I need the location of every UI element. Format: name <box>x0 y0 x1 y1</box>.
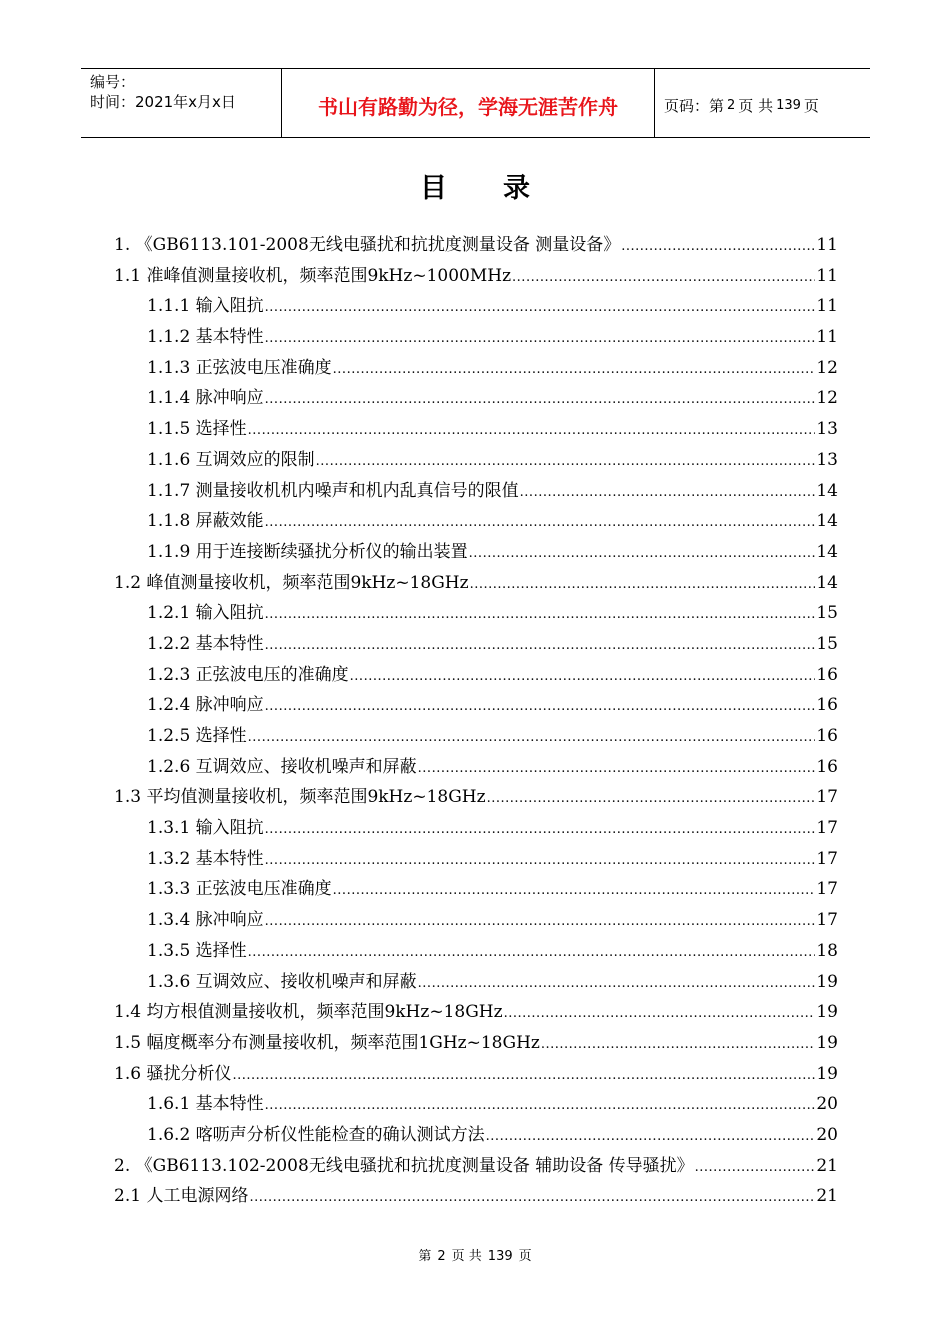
toc-entry-page: 21 <box>816 1186 838 1207</box>
toc-entry[interactable] <box>114 997 838 1028</box>
toc-entry-label: 2. 《GB6113.102-2008无线电骚扰和抗扰度测量设备 辅助设备 传导骚扰》 <box>114 1155 694 1176</box>
toc-entry-page: 13 <box>816 419 838 440</box>
toc-leader-dots <box>265 692 816 723</box>
page-mid: 页 共 <box>738 96 774 115</box>
toc-entry[interactable] <box>114 568 838 599</box>
toc-entry-label: 2.1 人工电源网络 <box>114 1186 249 1207</box>
toc-leader-dots <box>333 876 816 907</box>
toc-leader-dots <box>470 570 816 601</box>
toc-entry[interactable] <box>114 813 838 844</box>
toc-leader-dots <box>232 1061 815 1092</box>
toc-leader-dots <box>249 1183 815 1214</box>
toc-entry-page: 11 <box>816 327 838 348</box>
toc-entry-label: 1.2.6 互调效应、接收机噪声和屏蔽 <box>147 756 417 777</box>
toc-leader-dots <box>486 1122 816 1153</box>
toc-entry-page: 17 <box>816 818 838 839</box>
toc-entry-label: 1.5 幅度概率分布测量接收机，频率范围1GHz~18GHz <box>114 1032 540 1053</box>
toc-entry-page: 18 <box>816 940 838 961</box>
toc-entry-page: 19 <box>816 1063 838 1084</box>
toc-entry-page: 16 <box>816 695 838 716</box>
toc-entry[interactable] <box>114 721 838 752</box>
toc-entry[interactable] <box>114 629 838 660</box>
title-char-2: 录 <box>503 173 530 204</box>
header-info-cell <box>81 69 282 137</box>
toc-entry[interactable] <box>114 660 838 691</box>
footer-current: 2 <box>437 1249 446 1264</box>
toc-leader-dots <box>265 508 816 539</box>
toc-leader-dots <box>265 1091 816 1122</box>
toc-leader-dots <box>248 938 816 969</box>
toc-entry[interactable] <box>114 1120 838 1151</box>
toc-entry-page: 15 <box>816 633 838 654</box>
toc-entry[interactable] <box>114 476 838 507</box>
toc-entry-label: 1.2.3 正弦波电压的准确度 <box>147 664 349 685</box>
toc-entry-page: 14 <box>816 541 838 562</box>
toc-entry-page: 16 <box>816 664 838 685</box>
toc-leader-dots <box>418 754 816 785</box>
toc-entry[interactable] <box>114 506 838 537</box>
footer-suffix: 页 <box>518 1249 532 1264</box>
toc-entry[interactable] <box>114 844 838 875</box>
toc-entry-page: 12 <box>816 388 838 409</box>
toc-leader-dots <box>265 385 816 416</box>
toc-entry-label: 1.1.6 互调效应的限制 <box>147 449 315 470</box>
toc-entry-page: 17 <box>816 848 838 869</box>
toc-leader-dots <box>265 324 816 355</box>
toc-leader-dots <box>504 999 816 1030</box>
toc-entry-label: 1.2 峰值测量接收机，频率范围9kHz~18GHz <box>114 572 469 593</box>
footer-total: 139 <box>487 1249 513 1264</box>
toc-entry-label: 1.1.2 基本特性 <box>147 327 264 348</box>
toc-entry-page: 19 <box>816 1002 838 1023</box>
page-suffix: 页 <box>803 96 819 115</box>
toc-entry-page: 11 <box>816 265 838 286</box>
toc-entry-label: 1.1.3 正弦波电压准确度 <box>147 357 332 378</box>
toc-entry-label: 1.3.2 基本特性 <box>147 848 264 869</box>
toc-entry[interactable] <box>114 445 838 476</box>
toc-entry-label: 1.3.6 互调效应、接收机噪声和屏蔽 <box>147 971 417 992</box>
toc-entry[interactable] <box>114 690 838 721</box>
toc-leader-dots <box>469 539 816 570</box>
toc-entry-label: 1.3.3 正弦波电压准确度 <box>147 879 332 900</box>
toc-entry[interactable] <box>114 1181 838 1212</box>
toc-leader-dots <box>316 447 816 478</box>
toc-entry[interactable] <box>114 1089 838 1120</box>
toc-leader-dots <box>520 478 816 509</box>
toc-entry[interactable] <box>114 230 838 261</box>
page-header <box>81 68 870 138</box>
toc-leader-dots <box>265 846 816 877</box>
date-label: 时间：2021年x月x日 <box>90 93 236 111</box>
toc-entry[interactable] <box>114 598 838 629</box>
toc-entry[interactable] <box>114 782 838 813</box>
toc-entry[interactable] <box>114 1028 838 1059</box>
toc-entry-page: 17 <box>816 787 838 808</box>
footer-prefix: 第 <box>418 1249 432 1264</box>
header-motto: 书山有路勤为径，学海无涯苦作舟 <box>282 69 655 137</box>
toc-entry-page: 19 <box>816 1032 838 1053</box>
toc-entry-label: 1.1.5 选择性 <box>147 419 247 440</box>
toc-entry-label: 1.6 骚扰分析仪 <box>114 1063 232 1084</box>
toc-entry[interactable] <box>114 261 838 292</box>
toc-entry-label: 1.1.4 脉冲响应 <box>147 388 264 409</box>
page-title <box>0 166 950 205</box>
toc-entry-label: 1. 《GB6113.101-2008无线电骚扰和抗扰度测量设备 测量设备》 <box>114 235 621 255</box>
toc-entry-page: 20 <box>816 1124 838 1145</box>
page-total: 139 <box>776 97 801 113</box>
toc-leader-dots <box>265 815 816 846</box>
footer-mid: 页 共 <box>451 1249 482 1264</box>
toc-entry-label: 1.1.7 测量接收机机内噪声和机内乱真信号的限值 <box>147 480 519 501</box>
toc-entry-label: 1.3.4 脉冲响应 <box>147 910 264 931</box>
toc-entry-label: 1.1.8 屏蔽效能 <box>147 511 264 532</box>
toc-entry-page: 12 <box>816 357 838 378</box>
toc-leader-dots <box>418 969 816 1000</box>
toc-entry-label: 1.1.1 输入阻抗 <box>147 296 264 317</box>
toc-entry-label: 1.3.5 选择性 <box>147 940 247 961</box>
toc-entry-label: 1.2.5 选择性 <box>147 726 247 746</box>
toc-entry-label: 1.4 均方根值测量接收机，频率范围9kHz~18GHz <box>114 1002 503 1023</box>
table-of-contents <box>114 230 838 1212</box>
toc-entry-label: 1.2.2 基本特性 <box>147 633 264 654</box>
toc-entry[interactable] <box>114 1151 838 1182</box>
toc-entry[interactable] <box>114 353 838 384</box>
toc-leader-dots <box>512 263 815 294</box>
toc-entry-page: 17 <box>816 879 838 900</box>
toc-entry-page: 21 <box>816 1155 838 1176</box>
toc-entry-page: 17 <box>816 910 838 931</box>
page-current: 2 <box>727 97 736 113</box>
toc-leader-dots <box>541 1030 816 1061</box>
page-prefix: 页码：第 <box>664 96 725 115</box>
toc-entry-label: 1.2.1 输入阻抗 <box>147 603 264 624</box>
toc-entry-page: 20 <box>816 1094 838 1115</box>
toc-entry-page: 16 <box>816 756 838 777</box>
toc-leader-dots <box>265 600 816 631</box>
toc-entry-page: 16 <box>816 726 838 746</box>
toc-leader-dots <box>333 355 816 386</box>
page-footer <box>0 1245 950 1264</box>
toc-entry[interactable] <box>114 752 838 783</box>
toc-leader-dots <box>487 784 816 815</box>
toc-entry-label: 1.1.9 用于连接断续骚扰分析仪的输出装置 <box>147 541 468 562</box>
toc-leader-dots <box>265 907 816 938</box>
toc-entry-page: 14 <box>816 480 838 501</box>
toc-leader-dots <box>265 293 816 324</box>
toc-entry-page: 19 <box>816 971 838 992</box>
toc-leader-dots <box>248 416 816 447</box>
toc-entry[interactable] <box>114 874 838 905</box>
title-char-1: 目 <box>420 173 447 204</box>
toc-leader-dots <box>248 723 816 754</box>
toc-entry-label: 1.6.1 基本特性 <box>147 1094 264 1115</box>
toc-leader-dots <box>265 631 816 662</box>
toc-entry[interactable] <box>114 537 838 568</box>
toc-entry[interactable] <box>114 1059 838 1090</box>
toc-entry-label: 1.1 准峰值测量接收机，频率范围9kHz~1000MHz <box>114 265 512 286</box>
toc-entry-page: 15 <box>816 603 838 624</box>
header-page-info <box>655 69 870 137</box>
toc-entry-label: 1.3.1 输入阻抗 <box>147 818 264 839</box>
toc-entry[interactable] <box>114 291 838 322</box>
toc-entry[interactable] <box>114 905 838 936</box>
toc-entry-page: 11 <box>816 296 838 317</box>
toc-leader-dots <box>621 232 815 263</box>
toc-entry-label: 1.2.4 脉冲响应 <box>147 695 264 716</box>
toc-entry-label: 1.3 平均值测量接收机，频率范围9kHz~18GHz <box>114 787 486 808</box>
toc-leader-dots <box>695 1153 816 1184</box>
toc-entry[interactable] <box>114 322 838 353</box>
serial-label: 编号： <box>90 73 136 91</box>
toc-entry[interactable] <box>114 383 838 414</box>
toc-entry[interactable] <box>114 414 838 445</box>
toc-entry-label: 1.6.2 喀呖声分析仪性能检查的确认测试方法 <box>147 1124 485 1145</box>
toc-entry-page: 11 <box>816 235 838 255</box>
toc-entry-page: 14 <box>816 511 838 532</box>
toc-entry[interactable] <box>114 936 838 967</box>
toc-entry-page: 13 <box>816 449 838 470</box>
toc-entry[interactable] <box>114 967 838 998</box>
toc-leader-dots <box>350 662 816 693</box>
toc-entry-page: 14 <box>816 572 838 593</box>
